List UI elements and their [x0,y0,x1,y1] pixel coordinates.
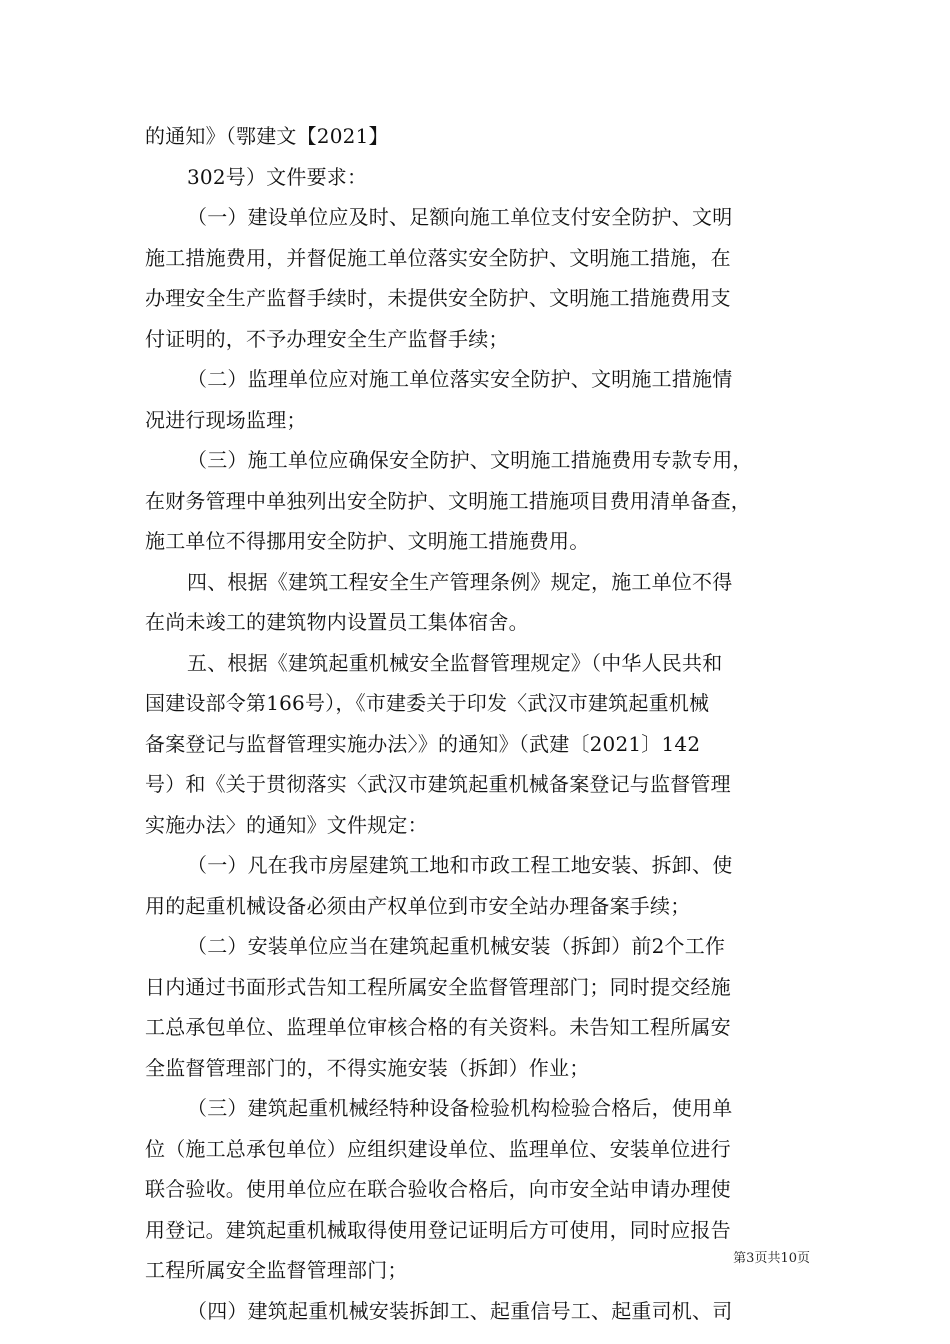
text-line: 在财务管理中单独列出安全防护、文明施工措施项目费用清单备查， [145,488,751,513]
paragraph-start: 五、根据《建筑起重机械安全监督管理规定》（中华人民共和 [187,650,723,675]
paragraph-start: 四、根据《建筑工程安全生产管理条例》规定，施工单位不得 [187,569,733,594]
text-line: 日内通过书面形式告知工程所属安全监督管理部门；同时提交经施 [145,974,731,999]
text-line: 施工单位不得挪用安全防护、文明施工措施费用。 [145,529,590,553]
text-line: 工总承包单位、监理单位审核合格的有关资料。未告知工程所属安 [145,1015,731,1039]
text-line: 备案登记与监督管理实施办法〉》的通知》（武建〔2021〕142 [145,731,701,756]
text-line: 况进行现场监理； [145,407,307,432]
paragraph-start: （二）监理单位应对施工单位落实安全防护、文明施工措施情 [187,367,733,391]
text-line: 用的起重机械设备必须由产权单位到市安全站办理备案手续； [145,893,691,918]
text-line: 联合验收。使用单位应在联合验收合格后，向市安全站申请办理使 [145,1177,731,1201]
text-line: 施工措施费用，并督促施工单位落实安全防护、文明施工措施，在 [145,245,731,270]
paragraph-start: （三）建筑起重机械经特种设备检验机构检验合格后，使用单 [187,1096,733,1120]
text-line: 在尚未竣工的建筑物内设置员工集体宿舍。 [145,610,529,634]
paragraph-start: （四）建筑起重机械安装拆卸工、起重信号工、起重司机、司 [187,1298,733,1323]
text-line: 302号）文件要求： [187,164,368,189]
page-number-footer: 第3页共10页 [733,1251,810,1266]
text-line: 办理安全生产监督手续时，未提供安全防护、文明施工措施费用支 [145,286,731,310]
paragraph-start: （三）施工单位应确保安全防护、文明施工措施费用专款专用， [187,448,753,472]
text-line: 工程所属安全监督管理部门； [145,1258,408,1282]
paragraph-start: （一）建设单位应及时、足额向施工单位支付安全防护、文明 [187,205,733,229]
body-text [145,116,815,1331]
text-line: 国建设部令第166号），《市建委关于印发〈武汉市建筑起重机械 [145,691,710,715]
paragraph-start: （二）安装单位应当在建筑起重机械安装（拆卸）前2个工作 [187,934,726,958]
text-line: 位（施工总承包单位）应组织建设单位、监理单位、安装单位进行 [145,1136,731,1161]
text-line: 的通知》（鄂建文【2021】 [145,124,389,148]
text-line: 用登记。建筑起重机械取得使用登记证明后方可使用，同时应报告 [145,1217,731,1242]
paragraph-start: （一）凡在我市房屋建筑工地和市政工程工地安装、拆卸、使 [187,853,733,877]
text-line: 实施办法〉的通知》文件规定： [145,812,428,837]
text-line: 号）和《关于贯彻落实〈武汉市建筑起重机械备案登记与监督管理 [145,772,731,796]
text-line: 付证明的，不予办理安全生产监督手续； [145,326,509,351]
text-line: 全监督管理部门的，不得实施安装（拆卸）作业； [145,1055,590,1080]
